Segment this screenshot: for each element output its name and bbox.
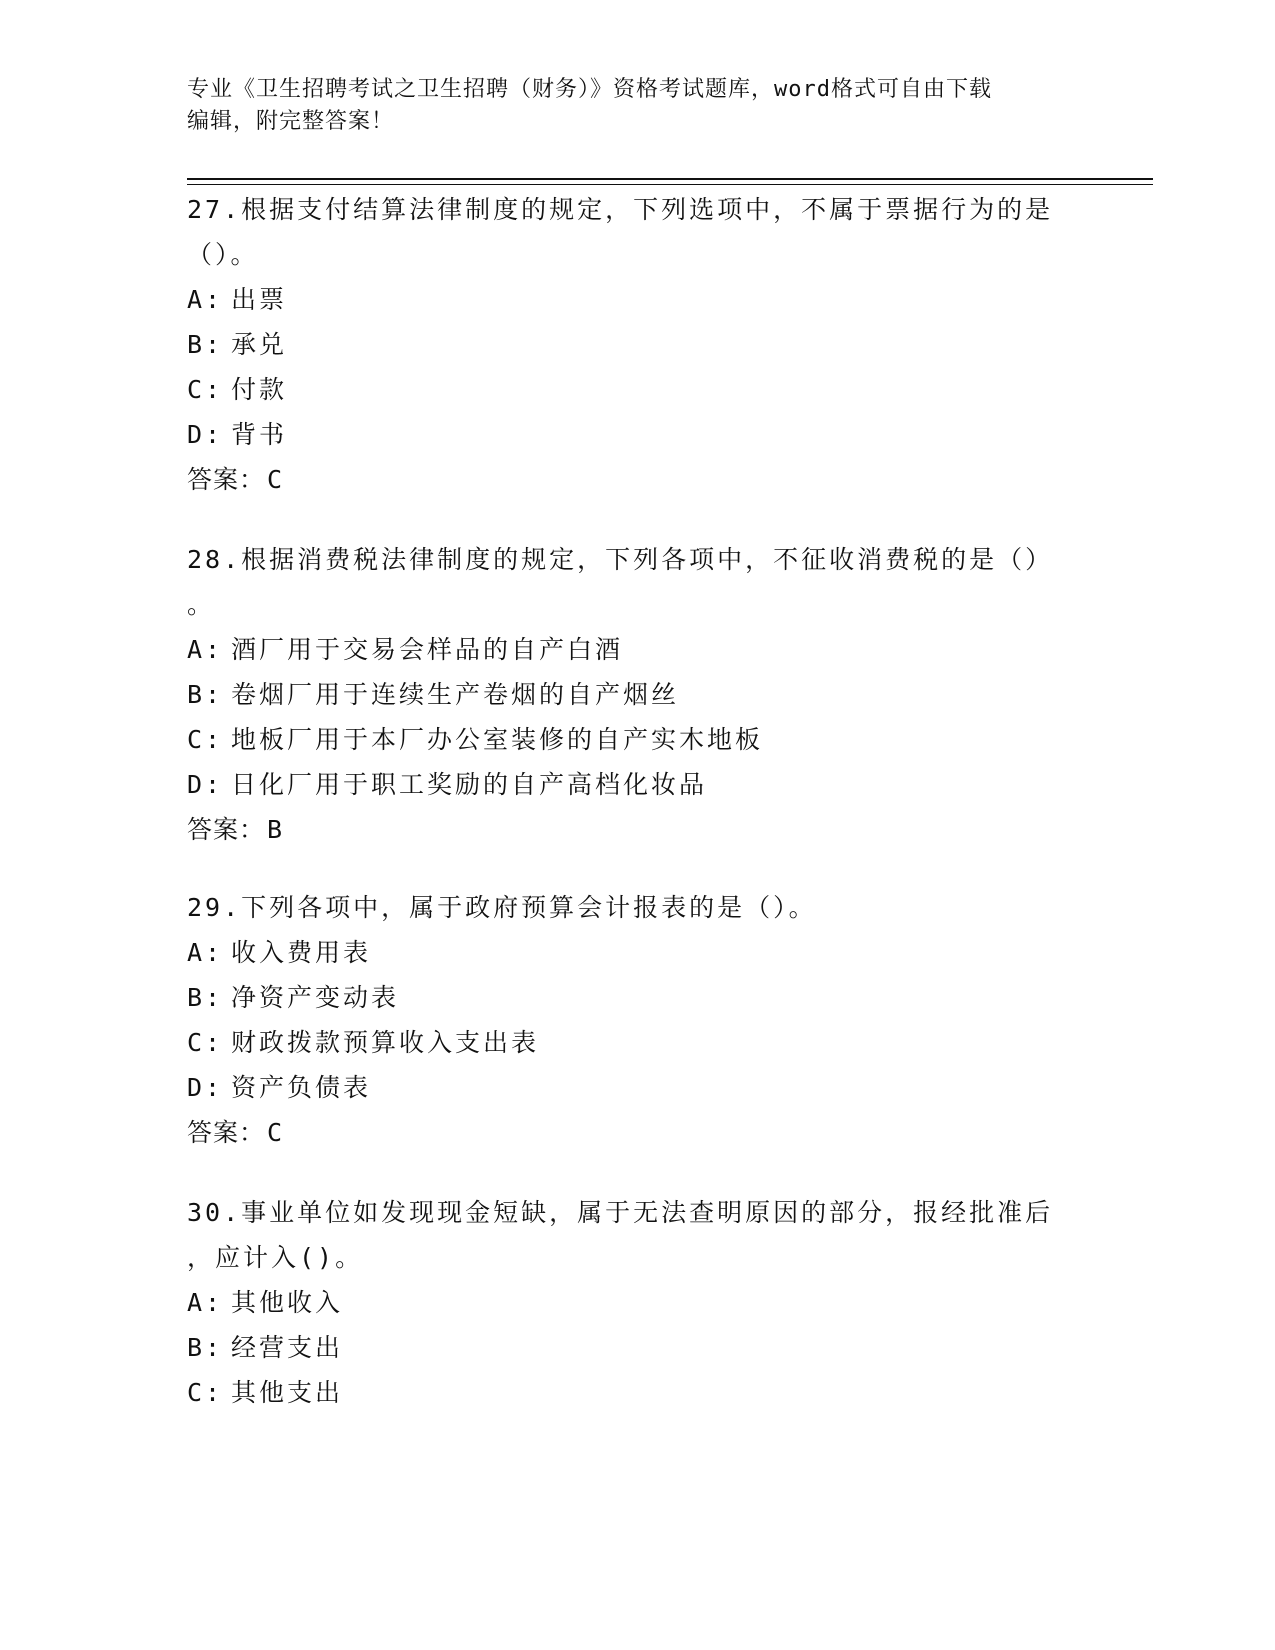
option-text: 地板厂用于本厂办公室装修的自产实木地板	[231, 725, 764, 754]
option-letter: C:	[187, 725, 224, 754]
option-b	[187, 322, 1087, 367]
option-letter: B:	[187, 330, 224, 359]
option-a	[187, 627, 1087, 672]
question-stem-line-1: 30.事业单位如发现现金短缺，属于无法查明原因的部分，报经批准后	[187, 1198, 1054, 1227]
question-30	[187, 1190, 1087, 1415]
answer-value: B	[267, 815, 283, 844]
option-b	[187, 672, 1087, 717]
option-letter: B:	[187, 983, 224, 1012]
option-b	[187, 975, 1087, 1020]
option-text: 经营支出	[231, 1333, 344, 1362]
header-line-1: 专业《卫生招聘考试之卫生招聘（财务）》资格考试题库，word格式可自由下载	[187, 77, 992, 102]
option-text: 收入费用表	[231, 938, 372, 967]
option-b	[187, 1325, 1087, 1370]
option-c	[187, 1370, 1087, 1415]
document-header	[187, 74, 1087, 138]
question-stem-line-1: 28.根据消费税法律制度的规定，下列各项中，不征收消费税的是（）	[187, 545, 1054, 574]
option-letter: B:	[187, 680, 224, 709]
question-stem-line-2: （）。	[187, 240, 259, 269]
option-text: 酒厂用于交易会样品的自产白酒	[231, 635, 624, 664]
option-text: 净资产变动表	[231, 983, 400, 1012]
option-letter: C:	[187, 375, 224, 404]
option-letter: C:	[187, 1028, 224, 1057]
question-stem-line-2: ，应计入()。	[187, 1243, 364, 1272]
option-text: 日化厂用于职工奖励的自产高档化妆品	[231, 770, 708, 799]
option-d	[187, 412, 1087, 457]
answer-line	[187, 807, 1087, 852]
option-letter: D:	[187, 420, 224, 449]
option-a	[187, 277, 1087, 322]
option-d	[187, 762, 1087, 807]
option-letter: A:	[187, 1288, 224, 1317]
option-text: 财政拨款预算收入支出表	[231, 1028, 540, 1057]
question-29	[187, 885, 1087, 1155]
option-text: 背书	[231, 420, 288, 449]
option-text: 卷烟厂用于连续生产卷烟的自产烟丝	[231, 680, 680, 709]
header-divider-thin	[187, 184, 1153, 185]
option-text: 其他支出	[231, 1378, 344, 1407]
question-stem-line-1: 27.根据支付结算法律制度的规定，下列选项中，不属于票据行为的是	[187, 195, 1054, 224]
question-28	[187, 537, 1087, 852]
option-letter: B:	[187, 1333, 224, 1362]
question-stem-line-1: 29.下列各项中，属于政府预算会计报表的是（）。	[187, 893, 817, 922]
answer-label: 答案：	[187, 465, 266, 494]
answer-value: C	[267, 465, 283, 494]
option-letter: D:	[187, 770, 224, 799]
option-text: 其他收入	[231, 1288, 344, 1317]
answer-label: 答案：	[187, 1118, 266, 1147]
option-letter: A:	[187, 285, 224, 314]
option-c	[187, 367, 1087, 412]
header-divider-thick	[187, 178, 1153, 180]
option-c	[187, 1020, 1087, 1065]
question-stem-line-2: 。	[187, 590, 216, 619]
option-text: 承兑	[231, 330, 288, 359]
answer-value: C	[267, 1118, 283, 1147]
option-text: 付款	[231, 375, 288, 404]
option-d	[187, 1065, 1087, 1110]
answer-label: 答案：	[187, 815, 266, 844]
option-a	[187, 930, 1087, 975]
option-letter: C:	[187, 1378, 224, 1407]
option-text: 出票	[231, 285, 288, 314]
option-c	[187, 717, 1087, 762]
option-a	[187, 1280, 1087, 1325]
option-letter: A:	[187, 938, 224, 967]
option-letter: D:	[187, 1073, 224, 1102]
question-27	[187, 187, 1087, 502]
option-text: 资产负债表	[231, 1073, 372, 1102]
answer-line	[187, 1110, 1087, 1155]
answer-line	[187, 457, 1087, 502]
header-line-2: 编辑，附完整答案！	[187, 109, 395, 134]
option-letter: A:	[187, 635, 224, 664]
